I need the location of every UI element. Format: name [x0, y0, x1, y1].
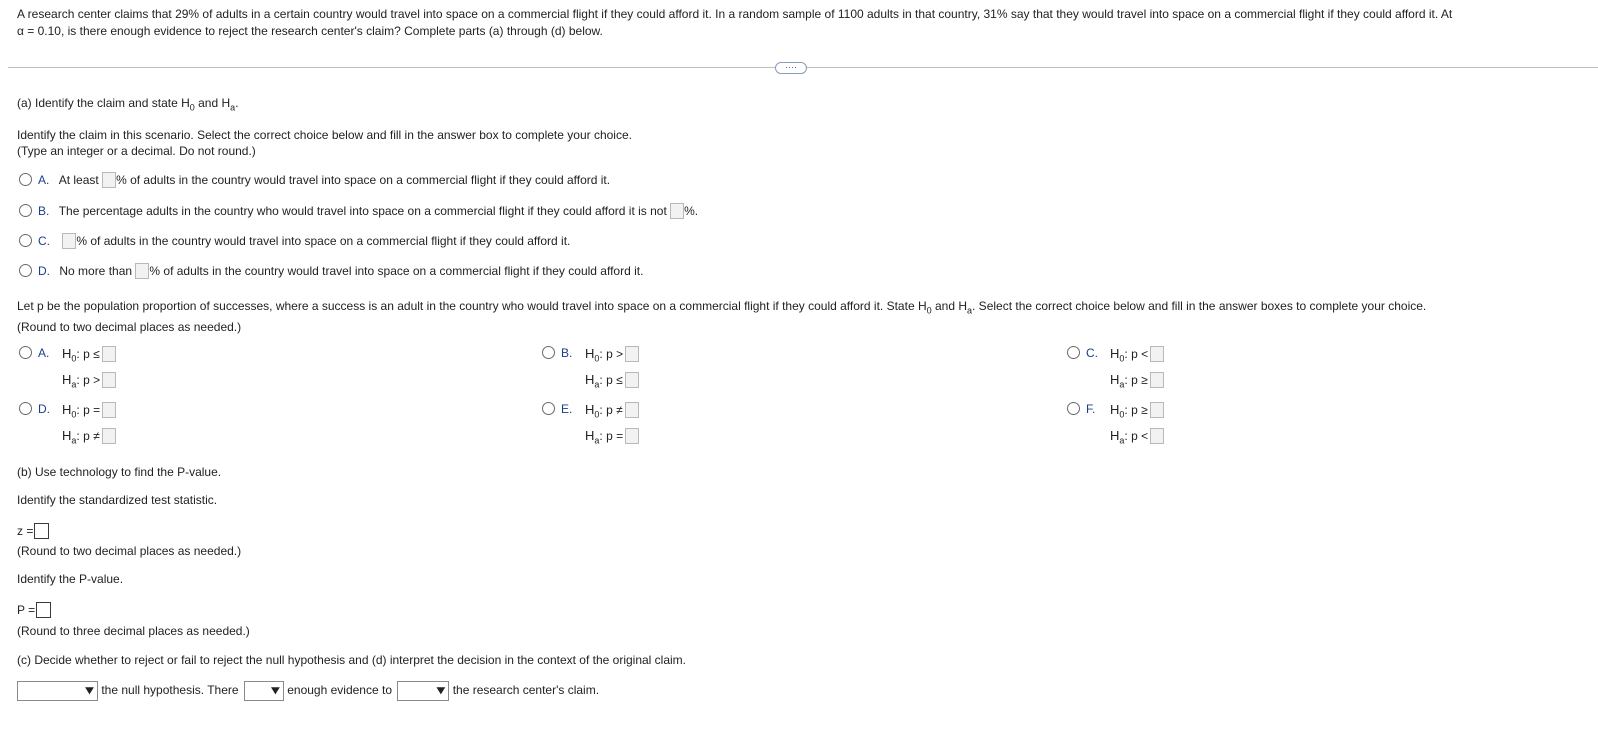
ha-relation: p ≥ [1131, 373, 1148, 387]
h0-relation: p ≠ [606, 403, 623, 417]
h-label: H [1110, 346, 1120, 361]
option-letter: F. [1086, 402, 1096, 416]
hyp-e-ha: $H_a$: p = [585, 428, 639, 445]
z-row [17, 523, 49, 539]
answer-box[interactable] [1150, 372, 1164, 388]
option-text-pre: No more than [59, 264, 133, 278]
part-cd-heading: (c) Decide whether to reject or fail to reject the null hypothesis and (d) interpret the decision in the context of the original claim. [17, 653, 687, 667]
conclusion-text-1: the null hypothesis. There [101, 683, 239, 698]
hyp-d-ha: $H_a$: p ≠ [62, 428, 116, 445]
option-text-post: % of adults in the country would travel into space on a commercial flight if they could afford it. [76, 234, 571, 248]
h0-subscript: 0 [71, 353, 77, 364]
problem-line-2: α = 0.10, is there enough evidence to reject the research center's claim? Complete parts (a) through (d) below. [17, 24, 603, 38]
option-text-post: % of adults in the country would travel into space on a commercial flight if they could afford it. [149, 264, 644, 278]
hypothesis-hint: (Round to two decimal places as needed.) [17, 320, 242, 334]
radio-button[interactable] [1067, 346, 1080, 359]
hyp-option-d[interactable] [19, 402, 50, 416]
answer-box[interactable] [625, 402, 639, 418]
option-letter: D. [38, 264, 50, 278]
h0-subscript: 0 [71, 409, 77, 420]
hyp-f-h0: $H_0$: p ≥ [1110, 402, 1164, 419]
h0-subscript: 0 [594, 409, 600, 420]
radio-button[interactable] [19, 173, 32, 186]
ha-subscript: a [594, 379, 600, 390]
claim-option-b[interactable] [19, 203, 698, 219]
hyp-f-ha: $H_a$: p < [1110, 428, 1164, 445]
h-label: H [62, 346, 72, 361]
h0-relation: p ≤ [83, 347, 100, 361]
claim-action-dropdown[interactable] [397, 681, 449, 701]
answer-box[interactable] [102, 172, 116, 188]
hyp-b-ha: $H_a$: p ≤ [585, 372, 639, 389]
more-options-button[interactable]: ···· [775, 62, 807, 74]
hyp-d-h0: $H_0$: p = [62, 402, 116, 419]
hyp-a-ha: $H_a$: p > [62, 372, 116, 389]
option-letter: A. [38, 173, 50, 187]
answer-box[interactable] [102, 428, 116, 444]
hyp-c-h0: $H_0$: p < [1110, 346, 1164, 363]
h0-subscript: 0 [1119, 409, 1125, 420]
radio-button[interactable] [19, 264, 32, 277]
problem-statement [17, 6, 1587, 40]
claim-hint: (Type an integer or a decimal. Do not round.) [17, 144, 256, 158]
claim-option-d[interactable] [19, 263, 643, 279]
hyp-option-c[interactable] [1067, 346, 1098, 360]
p-instruction: Identify the P-value. [17, 572, 124, 586]
ha-relation: p ≠ [83, 429, 100, 443]
answer-box[interactable] [625, 346, 639, 362]
hypothesis-instruction [17, 299, 1426, 315]
answer-box[interactable] [1150, 402, 1164, 418]
part-a-heading-end: . [235, 96, 239, 110]
h-label: H [62, 428, 72, 443]
part-a-heading-prefix: (a) Identify the claim and state H [17, 96, 190, 110]
ha-subscript: a [1119, 379, 1125, 390]
radio-button[interactable] [19, 402, 32, 415]
evidence-dropdown[interactable] [244, 681, 284, 701]
option-letter: D. [38, 402, 50, 416]
option-letter: B. [38, 204, 50, 218]
h0-relation: p = [83, 403, 101, 417]
ha-subscript: a [71, 379, 77, 390]
z-instruction: Identify the standardized test statistic. [17, 493, 218, 507]
option-letter: E. [561, 402, 573, 416]
h0-relation: p ≥ [1131, 403, 1148, 417]
ha-relation: p < [1131, 429, 1149, 443]
h-label: H [585, 372, 595, 387]
answer-box[interactable] [135, 263, 149, 279]
ha-relation: p > [83, 373, 101, 387]
answer-box[interactable] [1150, 428, 1164, 444]
z-hint: (Round to two decimal places as needed.) [17, 544, 242, 558]
dropdown-arrow-icon [84, 685, 95, 696]
ha-subscript: a [967, 305, 973, 316]
h0-subscript: 0 [189, 102, 195, 113]
conclusion-row [17, 681, 599, 701]
z-input[interactable] [34, 523, 49, 539]
h-label: H [585, 346, 595, 361]
hyp-e-h0: $H_0$: p ≠ [585, 402, 639, 419]
conclusion-text-3: the research center's claim. [452, 683, 600, 698]
radio-button[interactable] [542, 346, 555, 359]
dropdown-arrow-icon [435, 685, 446, 696]
hyp-option-f[interactable] [1067, 402, 1095, 416]
radio-button[interactable] [1067, 402, 1080, 415]
h0-relation: p > [606, 347, 624, 361]
z-label: z = [17, 524, 34, 538]
hyp-option-a[interactable] [19, 346, 49, 360]
part-a-heading [17, 96, 238, 112]
h-label: H [62, 372, 72, 387]
answer-box[interactable] [1150, 346, 1164, 362]
h-label: H [62, 402, 72, 417]
claim-instruction: Identify the claim in this scenario. Select the correct choice below and fill in the answer box to complete your choice. [17, 128, 632, 142]
problem-line-1: A research center claims that 29% of adults in a certain country would travel into space on a commercial flight if they could afford it. In a random sample of 1100 adults in that country, 31% say that they would travel into space on a commercial flight if they could afford it. At [17, 7, 1453, 21]
reject-dropdown[interactable] [17, 681, 98, 701]
radio-button[interactable] [19, 346, 32, 359]
h-label: H [1110, 372, 1120, 387]
p-hint: (Round to three decimal places as needed.) [17, 624, 250, 638]
h0-subscript: 0 [926, 305, 932, 316]
option-letter: B. [561, 346, 573, 360]
radio-button[interactable] [19, 234, 32, 247]
h0-relation: p < [1131, 347, 1149, 361]
part-b-heading: (b) Use technology to find the P-value. [17, 465, 222, 479]
hyp-b-h0: $H_0$: p > [585, 346, 639, 363]
option-letter: C. [38, 234, 50, 248]
hyp-a-h0: $H_0$: p ≤ [62, 346, 116, 363]
h-label: H [585, 428, 595, 443]
answer-box[interactable] [102, 402, 116, 418]
h-label: H [1110, 428, 1120, 443]
option-letter: A. [38, 346, 50, 360]
option-text-pre: The percentage adults in the country who would travel into space on a commercial flight if they could afford it is not [58, 204, 667, 218]
ha-relation: p = [606, 429, 624, 443]
dropdown-arrow-icon [270, 685, 281, 696]
option-text-pre: At least [58, 173, 99, 187]
ha-subscript: a [594, 435, 600, 446]
option-text-post: % of adults in the country would travel into space on a commercial flight if they could afford it. [116, 173, 611, 187]
radio-button[interactable] [19, 204, 32, 217]
hyp-instruction-mid: and H [931, 299, 967, 313]
answer-box[interactable] [625, 372, 639, 388]
p-label: P = [17, 603, 36, 617]
ha-subscript: a [1119, 435, 1125, 446]
claim-option-c[interactable] [19, 233, 570, 249]
answer-box[interactable] [670, 203, 684, 219]
ha-subscript: a [230, 102, 236, 113]
answer-box[interactable] [102, 346, 116, 362]
claim-option-a[interactable] [19, 172, 610, 188]
p-row [17, 602, 51, 618]
h-label: H [1110, 402, 1120, 417]
ha-subscript: a [71, 435, 77, 446]
hyp-c-ha: $H_a$: p ≥ [1110, 372, 1164, 389]
radio-button[interactable] [542, 402, 555, 415]
conclusion-text-2: enough evidence to [287, 683, 392, 698]
option-letter: C. [1086, 346, 1098, 360]
option-text-post: %. [684, 204, 699, 218]
ha-relation: p ≤ [606, 373, 623, 387]
h0-subscript: 0 [1119, 353, 1125, 364]
answer-box[interactable] [625, 428, 639, 444]
h-label: H [585, 402, 595, 417]
hyp-option-b[interactable] [542, 346, 572, 360]
answer-box[interactable] [62, 233, 76, 249]
h0-subscript: 0 [594, 353, 600, 364]
hyp-instruction-text: Let p be the population proportion of successes, where a success is an adult in the country who would travel into space on a commercial flight if they could afford it. State H [17, 299, 927, 313]
answer-box[interactable] [102, 372, 116, 388]
p-value-input[interactable] [36, 602, 51, 618]
part-a-heading-mid: and H [194, 96, 231, 110]
hyp-instruction-end: . Select the correct choice below and fill in the answer boxes to complete your choice. [972, 299, 1427, 313]
hyp-option-e[interactable] [542, 402, 572, 416]
